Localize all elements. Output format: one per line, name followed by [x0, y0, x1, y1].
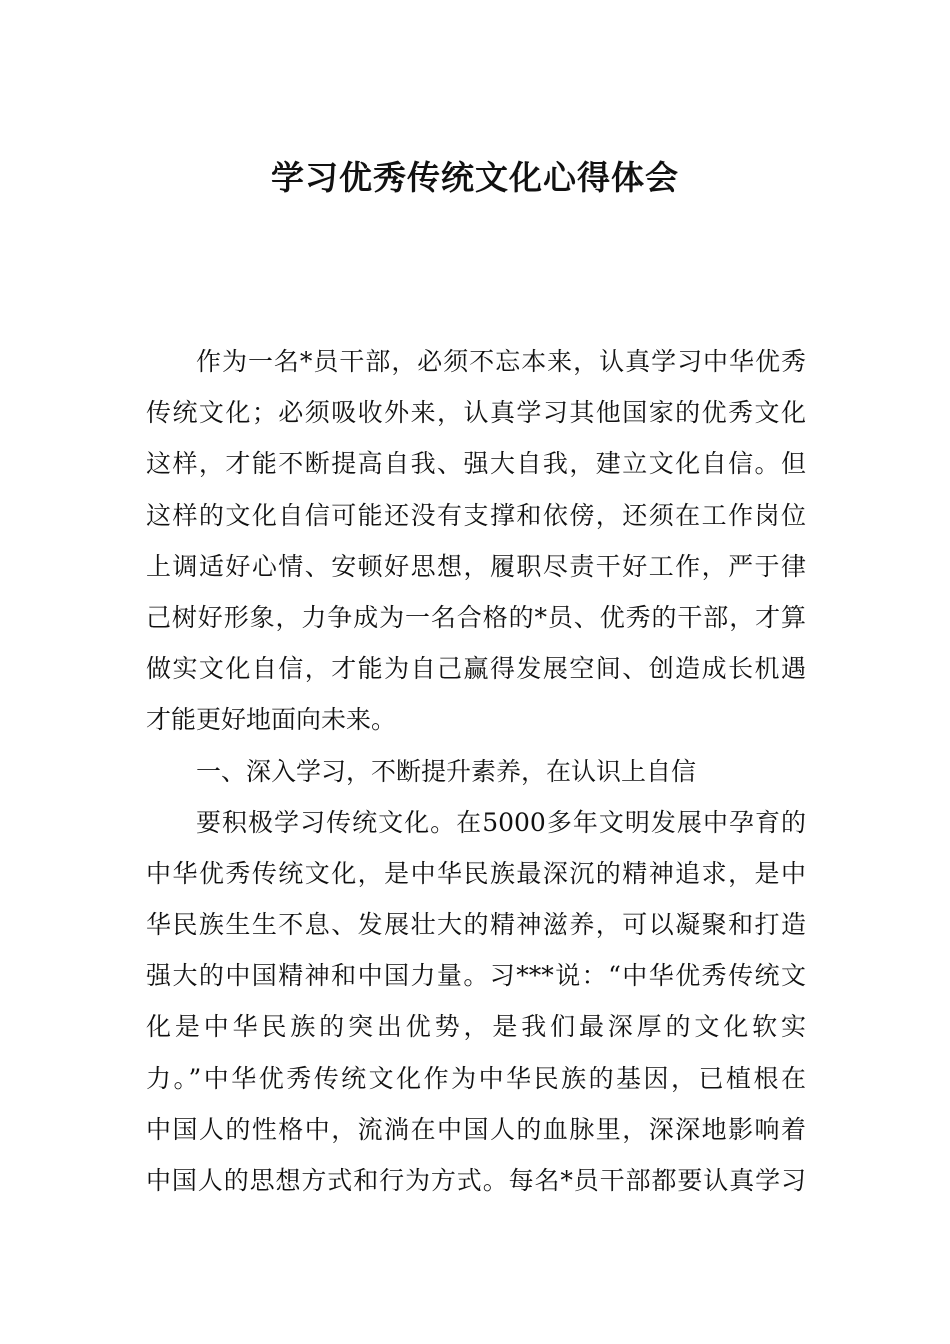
paragraph-line: 做实文化自信，才能为自己赢得发展空间、创造成长机遇	[146, 654, 806, 684]
paragraph-line: 上调适好心情、安顿好思想，履职尽责干好工作，严于律	[146, 551, 806, 581]
paragraph-line: 要积极学习传统文化。在5000多年文明发展中孕育的	[196, 807, 806, 837]
paragraph-line: 华民族生生不息、发展壮大的精神滋养，可以凝聚和打造	[146, 910, 806, 940]
paragraph-line: 这样，才能不断提高自我、强大自我，建立文化自信。但	[146, 449, 806, 479]
paragraph-line: 这样的文化自信可能还没有支撑和依傍，还须在工作岗位	[146, 500, 806, 530]
document-title: 学习优秀传统文化心得体会	[271, 158, 679, 197]
paragraph-line: 中国人的思想方式和行为方式。每名*员干部都要认真学习	[146, 1166, 806, 1195]
paragraph-line: 己树好形象，力争成为一名合格的*员、优秀的干部，才算	[146, 602, 806, 632]
paragraph-line: 强大的中国精神和中国力量。习***说：“中华优秀传统文	[146, 961, 806, 991]
paragraph-line: 化是中华民族的突出优势，是我们最深厚的文化软实	[146, 1012, 806, 1042]
paragraph-line: 中国人的性格中，流淌在中国人的血脉里，深深地影响着	[146, 1114, 806, 1144]
paragraph-line: 作为一名*员干部，必须不忘本来，认真学习中华优秀	[196, 347, 806, 376]
paragraph-line: 力。”中华优秀传统文化作为中华民族的基因，已植根在	[146, 1063, 806, 1093]
section-heading: 一、深入学习，不断提升素养，在认识上自信	[196, 756, 697, 786]
paragraph-line: 传统文化；必须吸收外来，认真学习其他国家的优秀文化	[146, 398, 806, 428]
document-body	[146, 336, 806, 1206]
paragraph-line: 才能更好地面向未来。	[146, 705, 397, 735]
paragraph-line: 中华优秀传统文化，是中华民族最深沉的精神追求，是中	[146, 858, 806, 888]
